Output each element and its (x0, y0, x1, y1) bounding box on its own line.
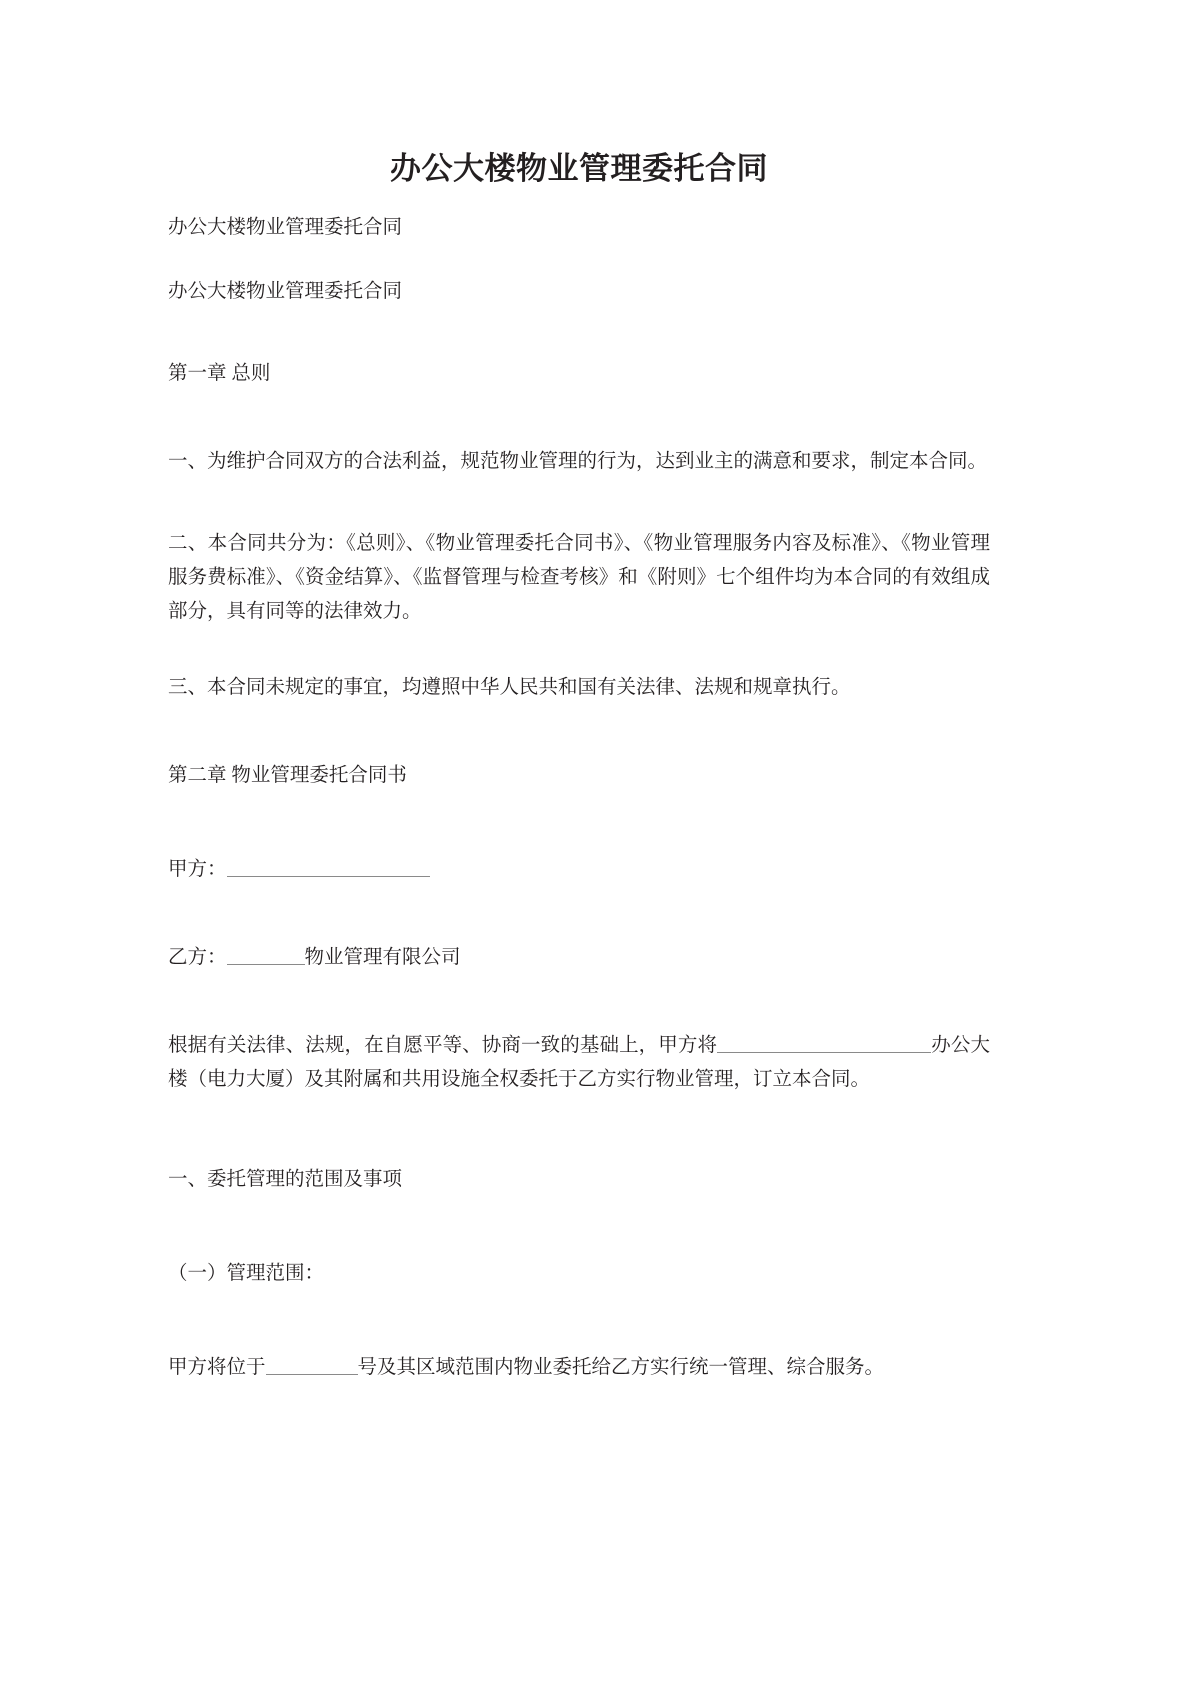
spacer (168, 1097, 990, 1163)
basis-paragraph (168, 1029, 990, 1097)
spacer (168, 245, 990, 275)
party-b-blank-field[interactable] (227, 945, 305, 965)
party-b-line (168, 941, 990, 975)
spacer (168, 705, 990, 759)
chapter-one-heading: 第一章 总则 (168, 362, 271, 384)
clause-three: 三、本合同未规定的事宜，均遵照中华人民共和国有关法律、法规和规章执行。 (168, 676, 851, 698)
spacer (168, 1197, 990, 1257)
spacer (168, 479, 990, 527)
party-a-line (168, 853, 990, 887)
scope-paragraph (168, 1351, 990, 1385)
spacer (168, 309, 990, 357)
spacer (168, 887, 990, 941)
chapter-two-heading: 第二章 物业管理委托合同书 (168, 764, 407, 786)
basis-paragraph-suffix: 办公大楼（电力大厦）及其附属和共用设施全权委托于乙方实行物业管理，订立本合同。 (168, 1034, 990, 1090)
party-a-blank-field[interactable] (227, 857, 430, 877)
clause-two: 二、本合同共分为：《总则》、《物业管理委托合同书》、《物业管理服务内容及标准》、《物业管理服务费标准》、《资金结算》、《监督管理与检查考核》和《附则》七个组件均为本合同的有效组成部分，具有同等的法律效力。 (168, 532, 990, 622)
building-name-blank-field[interactable] (717, 1033, 931, 1053)
spacer (168, 793, 990, 853)
party-b-label: 乙方： (168, 946, 227, 968)
spacer (168, 629, 990, 671)
party-a-label: 甲方： (168, 858, 227, 880)
party-b-suffix: 物业管理有限公司 (304, 946, 461, 968)
spacer (168, 391, 990, 445)
spacer (168, 975, 990, 1029)
spacer (168, 189, 990, 211)
spacer (168, 1291, 990, 1351)
clause-one: 一、为维护合同双方的合法利益，规范物业管理的行为，达到业主的满意和要求，制定本合同。 (168, 450, 988, 472)
subtitle-line-2: 办公大楼物业管理委托合同 (168, 280, 403, 302)
scope-paragraph-prefix: 甲方将位于 (168, 1356, 266, 1378)
subtitle-line-1: 办公大楼物业管理委托合同 (168, 216, 403, 238)
scope-paragraph-suffix: 号及其区域范围内物业委托给乙方实行统一管理、综合服务。 (357, 1356, 885, 1378)
document-body (168, 0, 990, 1385)
section-one-heading: 一、委托管理的范围及事项 (168, 1168, 403, 1190)
basis-paragraph-prefix: 根据有关法律、法规，在自愿平等、协商一致的基础上，甲方将 (168, 1034, 718, 1056)
section-one-one-heading: （一）管理范围： (168, 1262, 325, 1284)
page-title: 办公大楼物业管理委托合同 (390, 151, 768, 186)
scope-address-blank-field[interactable] (266, 1355, 358, 1375)
